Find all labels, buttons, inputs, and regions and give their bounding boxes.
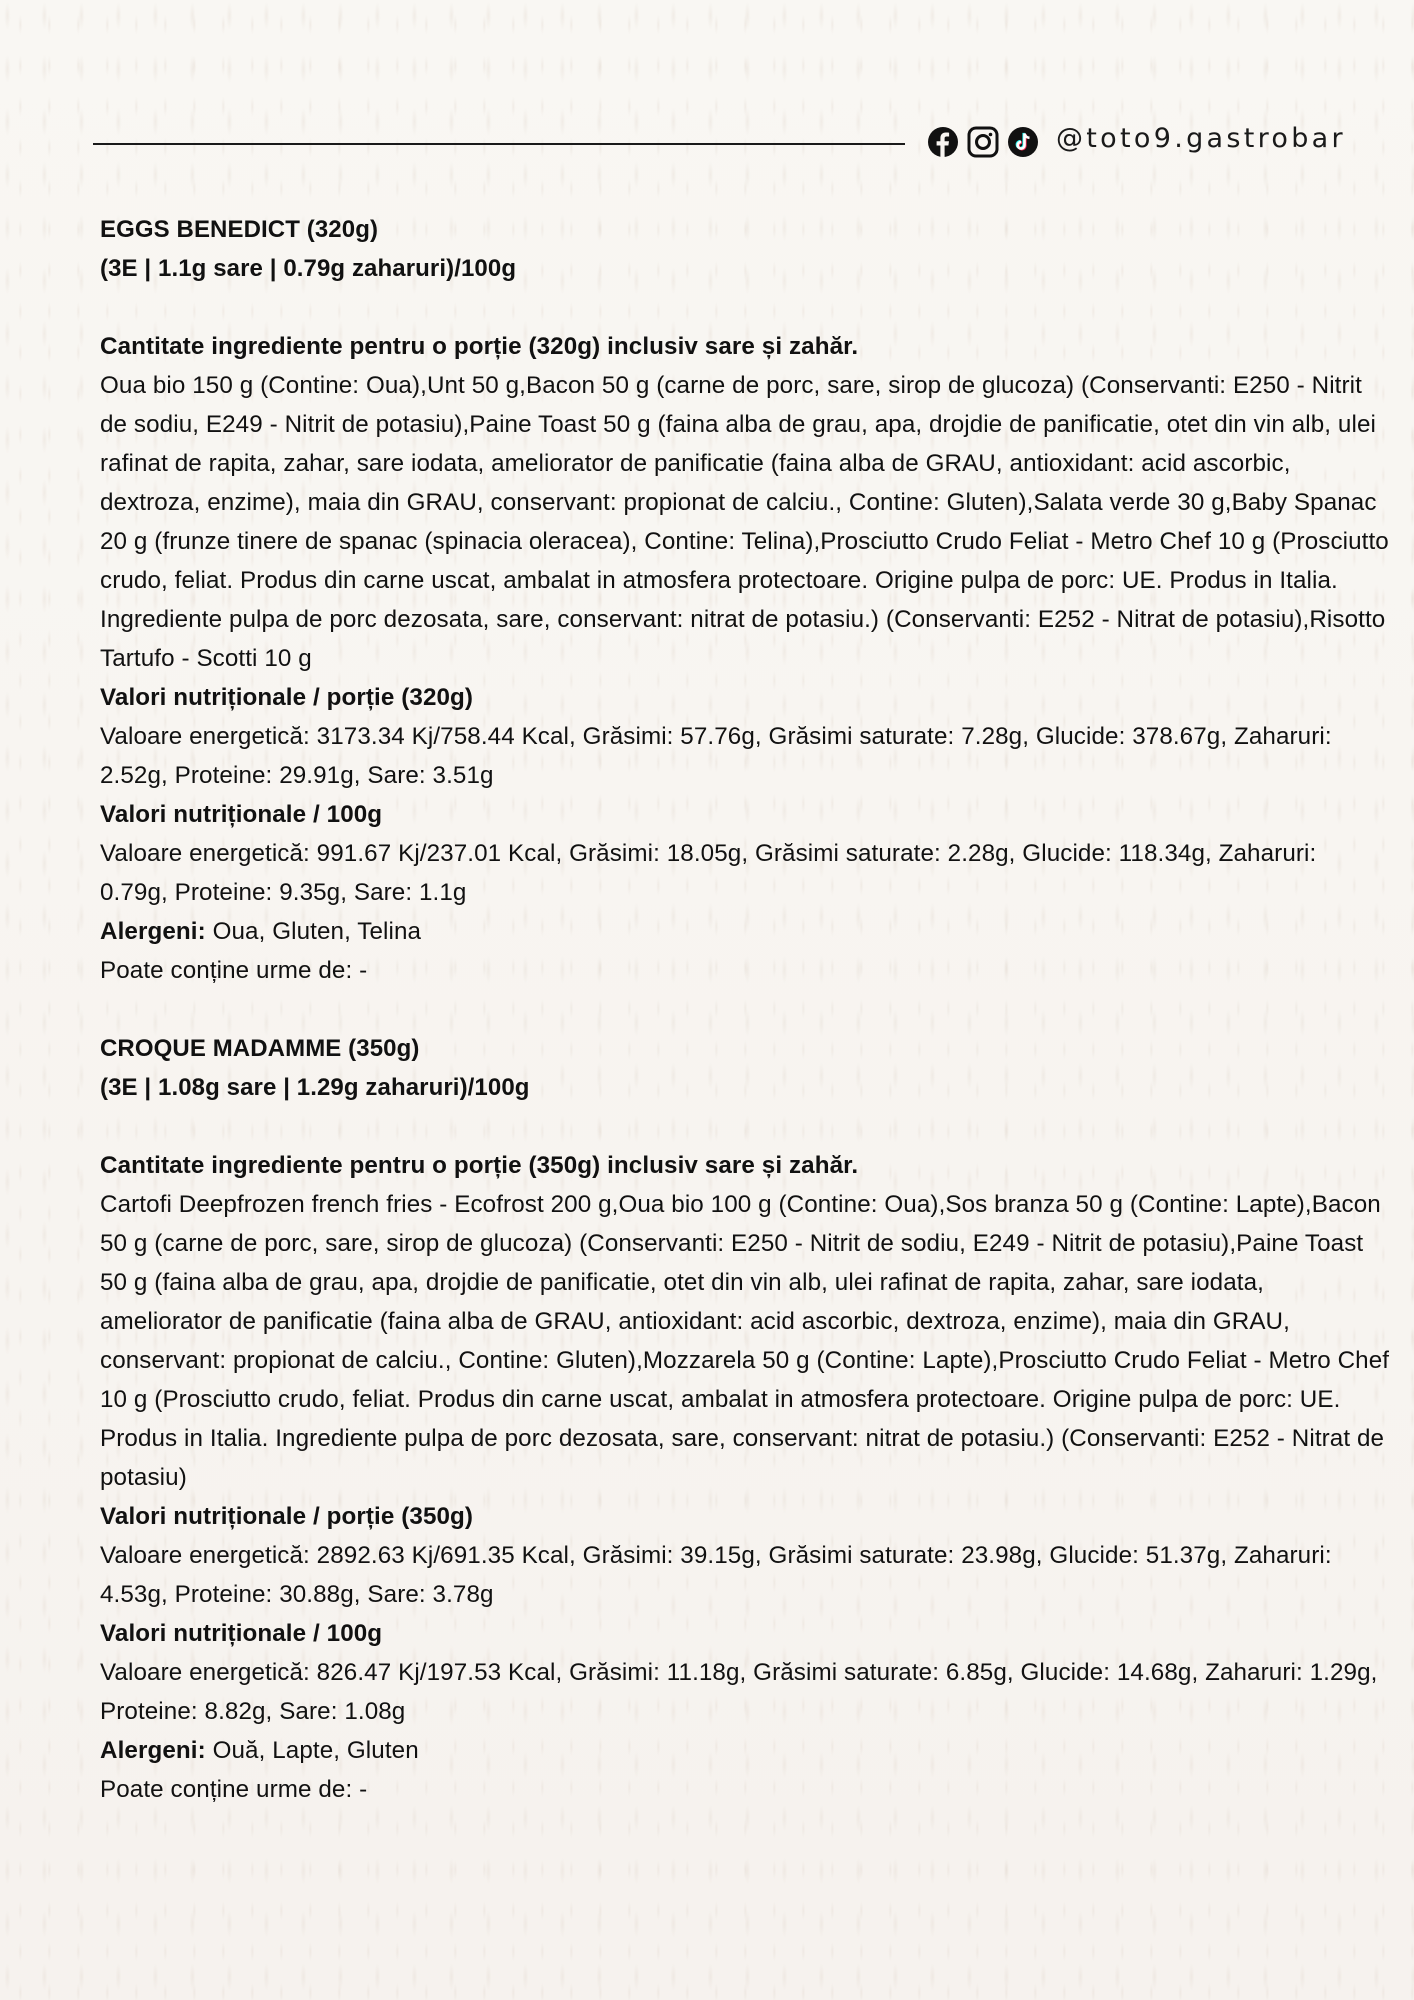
- social-icons: [927, 126, 1039, 158]
- allergens-line: [100, 1731, 1390, 1770]
- allergens-label: Alergeni:: [100, 1737, 206, 1764]
- portion-nutrition-values: Valoare energetică: 2892.63 Kj/691.35 Kcal, Grăsimi: 39.15g, Grăsimi saturate: 23.98g, Glucide: 51.37g, Zaharuri: 4.53g, Proteine: 30.88g, Sare: 3.78g: [100, 1542, 1332, 1608]
- ingredients-heading: Cantitate ingrediente pentru o porție (320g) inclusiv sare și zahăr.: [100, 333, 859, 360]
- dish-title: EGGS BENEDICT (320g): [100, 216, 379, 243]
- portion-nutrition-heading: Valori nutriționale / porție (320g): [100, 684, 474, 711]
- tiktok-icon[interactable]: [1007, 126, 1039, 158]
- ingredients-text: Oua bio 150 g (Contine: Oua),Unt 50 g,Bacon 50 g (carne de porc, sare, sirop de glucoza) (Conservanti: E250 - Nitrit de sodiu, E249 - Nitrit de potasiu),Paine Toast 50 g (faina alba de grau, apa, drojdie de panificatie, otet din vin alb, ulei rafinat de rapita, zahar, sare iodata, ameliorator de panificatie (faina alba de GRAU, antioxidant: acid ascorbic, dextroza, enzime), maia din GRAU, conservant: propionat de calciu., Contine: Gluten),Salata verde 30 g,Baby Spanac 20 g (frunze tinere de spanac (spinacia oleracea), Contine: Telina),Prosciutto Crudo Feliat - Metro Chef 10 g (Prosciutto crudo, feliat. Produs din carne uscat, ambalat in atmosfera protectoare. Origine pulpa de porc: UE. Produs in Italia.: [100, 372, 1389, 594]
- portion-nutrition-values: Valoare energetică: 3173.34 Kj/758.44 Kcal, Grăsimi: 57.76g, Grăsimi saturate: 7.28g, Glucide: 378.67g, Zaharuri: 2.52g, Proteine: 29.91g, Sare: 3.51g: [100, 723, 1332, 789]
- header-divider: [93, 143, 905, 145]
- ingredients-text-cont: Ingrediente pulpa de porc dezosata, sare, conservant: nitrat de potasiu.) (Conservanti: E252 - Nitrat de potasiu),Risotto Tartufo - Scotti 10 g: [100, 606, 1386, 672]
- traces-line: Poate conține urme de: -: [100, 957, 368, 984]
- facebook-icon[interactable]: [927, 126, 959, 158]
- traces-line: Poate conține urme de: -: [100, 1776, 368, 1803]
- allergens-list: Ouă, Lapte, Gluten: [212, 1737, 419, 1764]
- dish-title: CROQUE MADAMME (350g): [100, 1035, 420, 1062]
- ingredients-text: Cartofi Deepfrozen french fries - Ecofrost 200 g,Oua bio 100 g (Contine: Oua),Sos branza 50 g (Contine: Lapte),Bacon 50 g (carne de porc, sare, sirop de glucoza) (Conservanti: E250 - Nitrit de sodiu, E249 - Nitrit de potasiu),Paine Toast 50 g (faina alba de grau, apa, drojdie de panificatie, otet din vin alb, ulei rafinat de rapita, zahar, sare iodata, ameliorator de panificatie (faina alba de GRAU, antioxidant: acid ascorbic, dextroza, enzime), maia din GRAU, conservant: propionat de calciu., Contine: Gluten),Mozzarela 50 g (Contine: Lapte),Prosciutto Crudo Feliat - Metro Chef 10 g (Prosciutto crudo, feliat. Produs din carne uscat, ambalat in atmosfera protectoare. Origine pulpa de porc: UE. Produs in Italia. Ingrediente pulpa de porc dezosata, sare, conservant: nitrat de potasiu.) (Conservanti: E252 - Nitrat de potasiu): [100, 1191, 1390, 1491]
- dish-eggs-benedict: [100, 210, 1390, 990]
- ingredients-heading: Cantitate ingrediente pentru o porție (350g) inclusiv sare și zahăr.: [100, 1152, 859, 1179]
- allergens-list: Oua, Gluten, Telina: [212, 918, 422, 945]
- social-handle[interactable]: @toto9.gastrobar: [1056, 123, 1346, 154]
- allergens-label: Alergeni:: [100, 918, 206, 945]
- dish-summary: (3E | 1.1g sare | 0.79g zaharuri)/100g: [100, 255, 517, 282]
- menu-content: [100, 210, 1390, 1848]
- per100-nutrition-heading: Valori nutriționale / 100g: [100, 801, 383, 828]
- per100-nutrition-heading: Valori nutriționale / 100g: [100, 1620, 383, 1647]
- per100-nutrition-values: Valoare energetică: 826.47 Kj/197.53 Kcal, Grăsimi: 11.18g, Grăsimi saturate: 6.85g, Glucide: 14.68g, Zaharuri: 1.29g, Proteine: 8.82g, Sare: 1.08g: [100, 1659, 1378, 1725]
- instagram-icon[interactable]: [967, 126, 999, 158]
- per100-nutrition-values: Valoare energetică: 991.67 Kj/237.01 Kcal, Grăsimi: 18.05g, Grăsimi saturate: 2.28g, Glucide: 118.34g, Zaharuri: 0.79g, Proteine: 9.35g, Sare: 1.1g: [100, 840, 1317, 906]
- portion-nutrition-heading: Valori nutriționale / porție (350g): [100, 1503, 474, 1530]
- dish-summary: (3E | 1.08g sare | 1.29g zaharuri)/100g: [100, 1074, 530, 1101]
- dish-croque-madamme: [100, 1029, 1390, 1809]
- page-header: [0, 118, 1414, 170]
- allergens-line: [100, 912, 1390, 951]
